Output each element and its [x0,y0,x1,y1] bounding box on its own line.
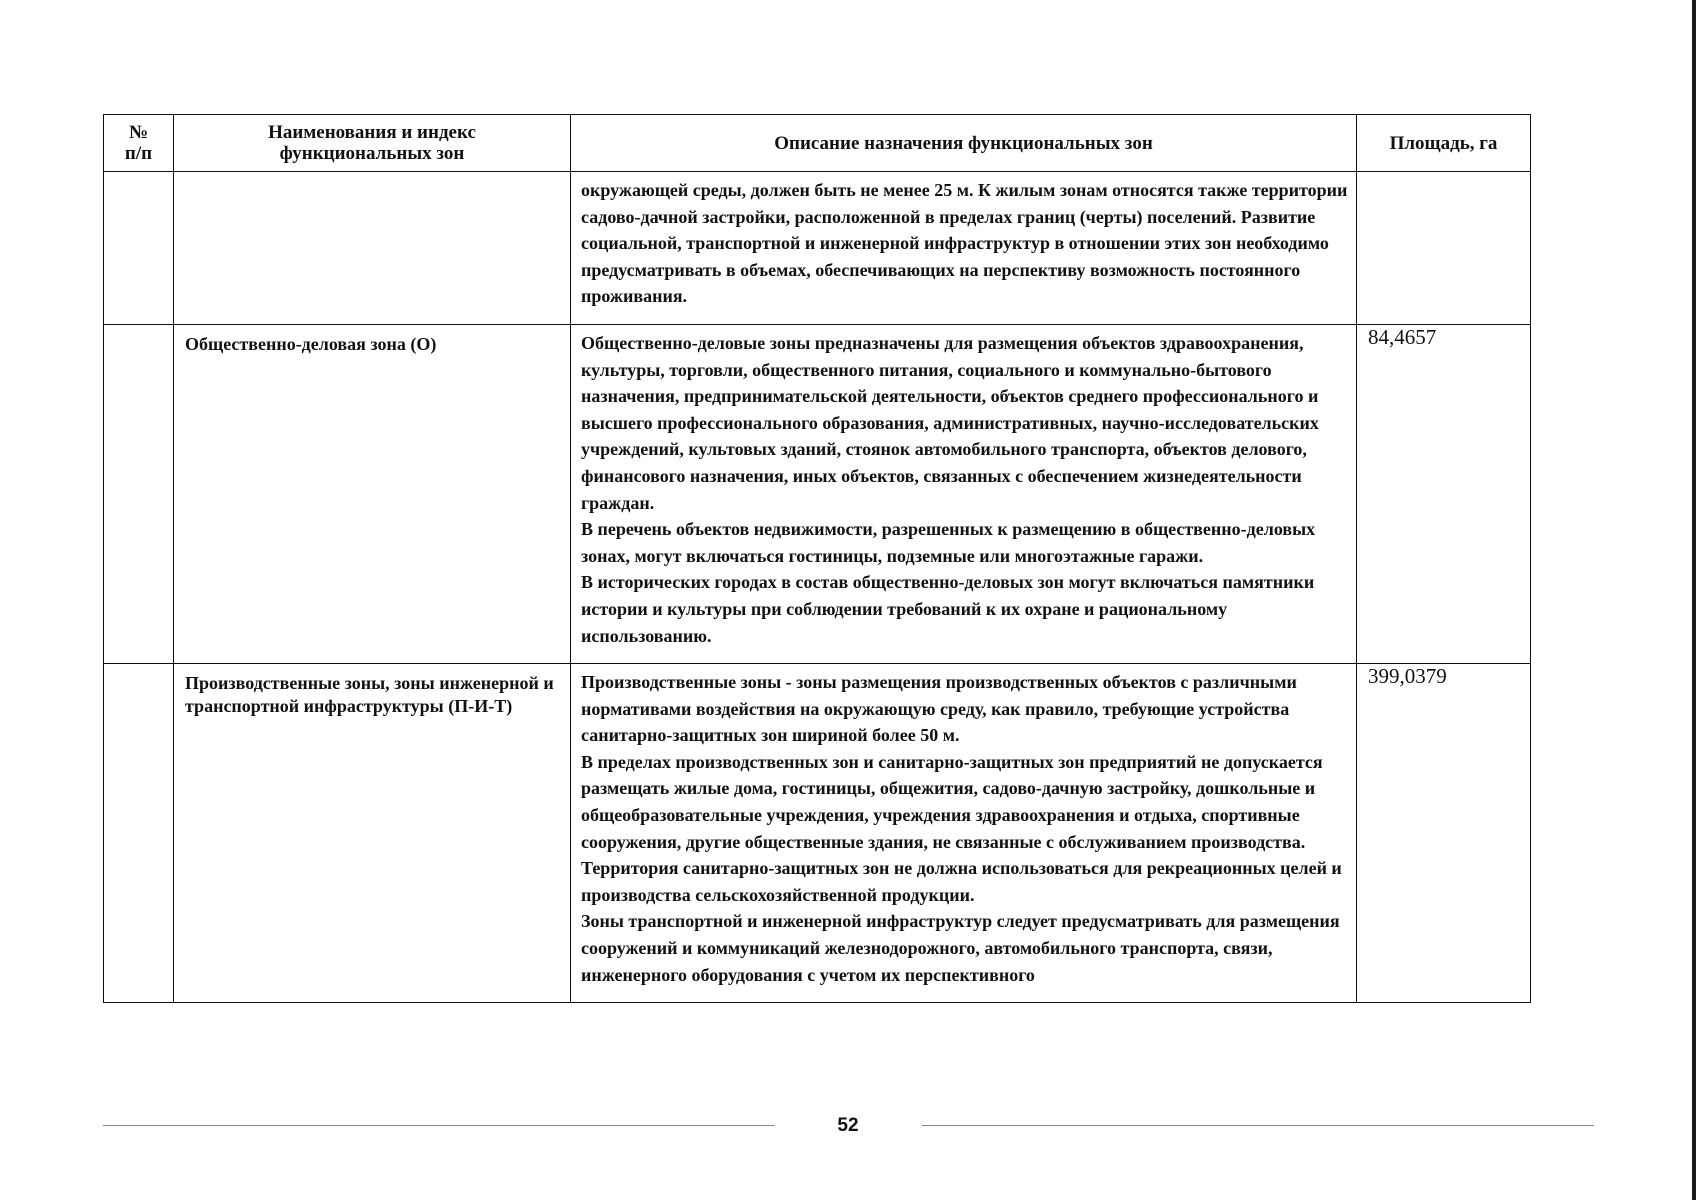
zone-name-cell [174,172,571,325]
zone-name: Производственные зоны, зоны инженерной и транспортной инфраструктуры (П-И-Т) [185,673,554,717]
desc-paragraph: В перечень объектов недвижимости, разрешенных к размещению в общественно-деловых зонах, могут включаться гостиницы, подземные или многоэтажные гаражи. [581,519,1316,566]
zone-description [571,664,1356,1002]
header-num: № п/п [104,115,174,172]
page-edge [1692,0,1696,1200]
row-num [104,324,174,663]
page-number: 52 [837,1115,859,1136]
zone-name: Общественно-деловая зона (О) [185,333,437,354]
zone-area: 399,0379 [1368,664,1447,689]
zone-area: 84,4657 [1368,324,1437,349]
zone-desc-cell [571,664,1357,1003]
desc-paragraph: Общественно-деловые зоны предназначены для размещения объектов здравоохранения, культуры, торговли, общественного питания, социального и коммунально-бытового назначения, предпринимательской деятельности, объектов среднего профессионального и высшего профессионального образования, административных, научно-исследовательских учреждений, культовых зданий, стоянок автомобильного транспорта, объектов делового, финансового назначения, иных объектов, связанных с обеспечением жизнедеятельности граждан. [581,332,1319,513]
desc-paragraph: Зоны транспортной и инженерной инфраструктур следует предусматривать для размещения сооружений и коммуникаций железнодорожного, автомобильного транспорта, связи, инженерного оборудования с учетом их перспективного [581,911,1340,985]
zone-name-cell [174,324,571,663]
zones-table [103,114,1531,1003]
desc-paragraph: окружающей среды, должен быть не менее 25 м. К жилым зонам относятся также территории садово-дачной застройки, расположенной в пределах границ (черты) поселений. Развитие социальной, транспортной и инженерной инфраструктур в отношении этих зон необходимо предусматривать в объемах, обеспечивающих на перспективу возможность постоянного проживания. [581,180,1348,307]
footer-rule-left [103,1125,775,1126]
header-desc: Описание назначения функциональных зон [571,115,1357,172]
area-cell [1357,324,1531,663]
zone-desc-cell [571,172,1357,325]
zone-name-cell [174,664,571,1003]
table-row [104,664,1531,1003]
zone-description [571,325,1356,663]
table-row [104,324,1531,663]
zone-desc-cell [571,324,1357,663]
header-area: Площадь, га [1357,115,1531,172]
table-row [104,172,1531,325]
desc-paragraph: В исторических городах в состав общественно-деловых зон могут включаться памятники истории и культуры при соблюдении требований к их охране и рациональному использованию. [581,572,1315,646]
area-cell [1357,172,1531,325]
area-cell [1357,664,1531,1003]
footer-rule-right [922,1125,1594,1126]
desc-paragraph: В пределах производственных зон и санитарно-защитных зон предприятий не допускается размещать жилые дома, гостиницы, общежития, садово-дачную застройку, дошкольные и общеобразовательные учреждения, учреждения здравоохранения и отдыха, спортивные сооружения, другие общественные здания, не связанные с обслуживанием производства. Территория санитарно-защитных зон не должна использоваться для рекреационных целей и производства сельскохозяйственной продукции. [581,751,1342,905]
row-num [104,664,174,1003]
zone-description [571,172,1356,324]
zone-name [174,172,570,180]
desc-paragraph: Производственные зоны - зоны размещения производственных объектов с различными нормативами воздействия на окружающую среду, как правило, требующие устройства санитарно-защитных зон шириной более 50 м. [581,672,1297,746]
row-num [104,172,174,325]
table-header-row [104,115,1531,172]
header-name: Наименования и индекс функциональных зон [174,115,571,172]
